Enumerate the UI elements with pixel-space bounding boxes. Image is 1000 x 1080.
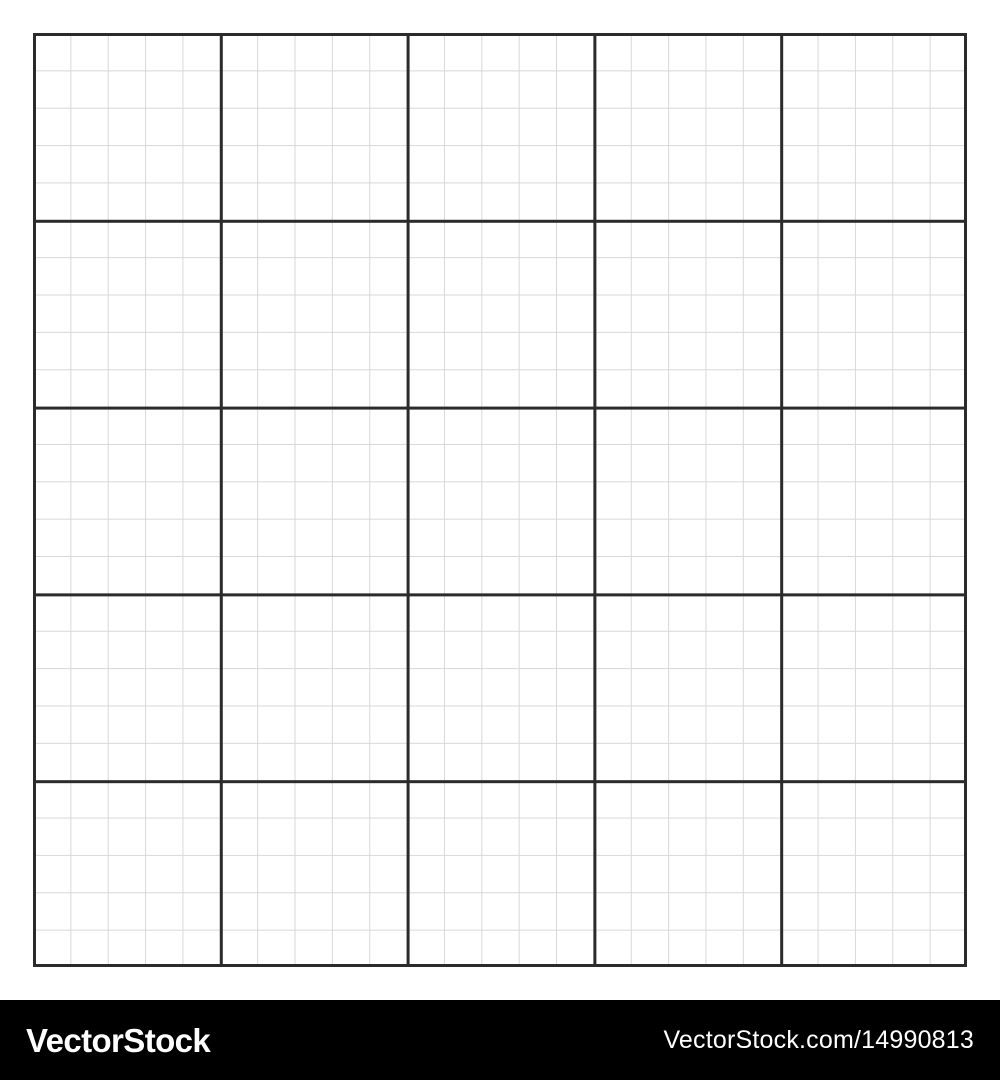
graph-paper-grid	[33, 33, 967, 967]
vectorstock-url: VectorStock.com/14990813	[663, 1025, 974, 1054]
major-gridlines	[33, 33, 967, 967]
watermark-footer	[0, 1000, 1000, 1080]
vectorstock-logo: VectorStock	[26, 1021, 211, 1059]
